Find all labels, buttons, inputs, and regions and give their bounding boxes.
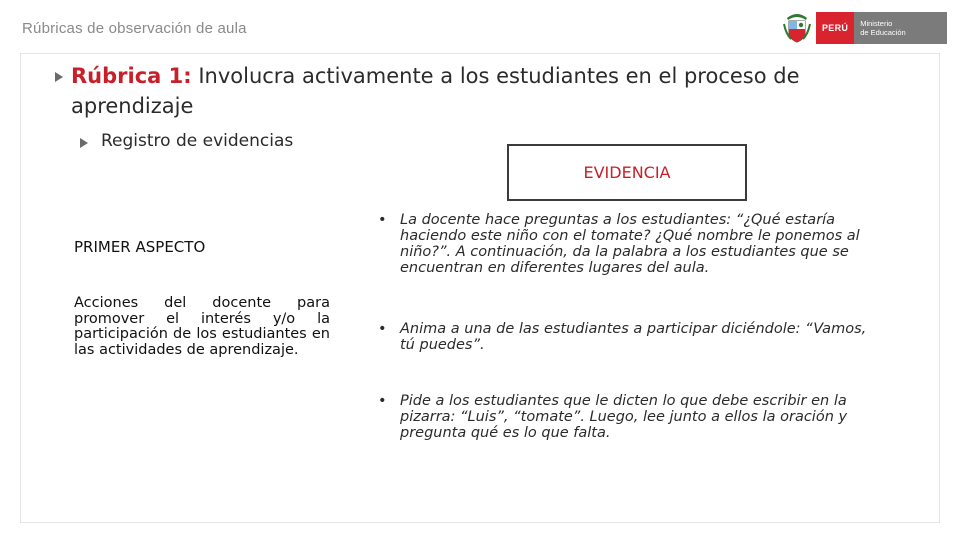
bullet-icon: • xyxy=(378,212,387,228)
logo-ministry-line2: de Educación xyxy=(860,28,906,37)
evidence-header-box xyxy=(507,144,747,201)
rubrica-heading xyxy=(71,61,871,121)
minedu-logo xyxy=(783,12,947,44)
logo-block xyxy=(816,12,947,44)
evidence-item-text: Anima a una de las estudiantes a participar diciéndole: “Vamos, tú puedes”. xyxy=(400,321,867,353)
bullet-triangle-icon xyxy=(80,138,88,148)
aspect-title: PRIMER ASPECTO xyxy=(74,238,206,256)
logo-ministry xyxy=(854,12,947,44)
logo-country: PERÚ xyxy=(822,23,849,33)
list-item xyxy=(378,321,878,353)
rubrica-label: Rúbrica 1: xyxy=(71,64,192,88)
rubrica-text: Involucra activamente a los estudiantes en el proceso de aprendizaje xyxy=(71,64,800,118)
evidence-item-text: La docente hace preguntas a los estudiantes: “¿Qué estaría haciendo este niño con el tomate? ¿Qué nombre le ponemos al niño?”. A continuación, da la palabra a los estudiantes que se encuentran en diferentes lugares del aula. xyxy=(400,212,860,276)
bullet-icon: • xyxy=(378,393,387,409)
list-item xyxy=(378,393,878,441)
evidence-item-text: Pide a los estudiantes que le dicten lo que debe escribir en la pizarra: “Luis”, “tomate”. Luego, lee junto a ellos la oración y pregunta qué es lo que falta. xyxy=(400,393,848,441)
aspect-description: Acciones del docente para promover el interés y/o la participación de los estudiantes en las actividades de aprendizaje. xyxy=(74,295,330,358)
header-title: Rúbricas de observación de aula xyxy=(22,20,247,37)
evidence-header: EVIDENCIA xyxy=(583,163,671,182)
evidence-list xyxy=(378,212,878,441)
coat-of-arms-icon xyxy=(783,12,811,44)
list-item xyxy=(378,212,878,276)
registro-subtitle: Registro de evidencias xyxy=(101,131,294,151)
bullet-triangle-icon xyxy=(55,72,63,82)
bullet-icon: • xyxy=(378,321,387,337)
logo-ministry-line1: Ministerio xyxy=(860,19,893,28)
